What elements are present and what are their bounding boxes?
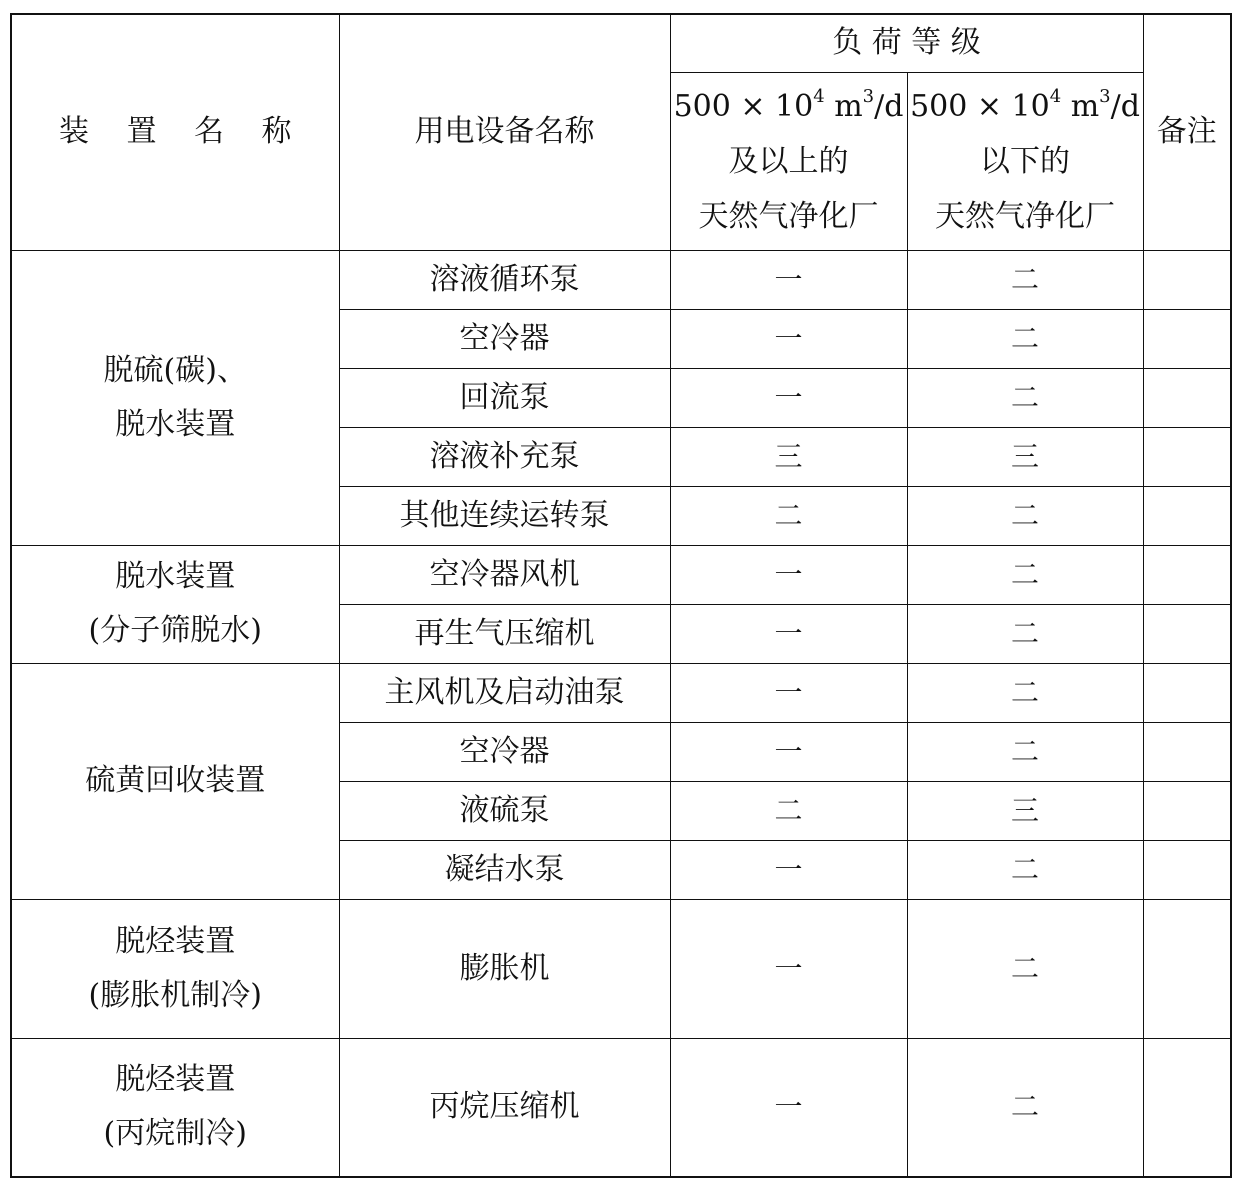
capacity-base: 500 × 10	[673, 88, 814, 124]
table-row	[11, 899, 1231, 1038]
small-plant-qualifier: 以下的	[980, 143, 1070, 179]
large-grade-cell: 二	[670, 486, 907, 545]
equipment-name-header	[339, 14, 670, 250]
small-grade-cell: 二	[907, 486, 1143, 545]
remark-cell	[1143, 781, 1231, 840]
equipment-cell: 再生气压缩机	[339, 604, 670, 663]
equipment-cell: 溶液循环泵	[339, 250, 670, 309]
capacity-unit-exponent: 3	[1099, 85, 1111, 107]
small-grade-cell: 二	[907, 604, 1143, 663]
equipment-cell: 丙烷压缩机	[339, 1038, 670, 1177]
unit-name-cell	[11, 250, 339, 545]
capacity-exponent: 4	[813, 85, 825, 107]
small-grade-cell: 二	[907, 309, 1143, 368]
small-grade-cell: 二	[907, 899, 1143, 1038]
table-row	[11, 250, 1231, 309]
table-row	[11, 1038, 1231, 1177]
unit-name-line: 脱烃装置	[115, 923, 236, 959]
unit-name-line: (分子筛脱水)	[88, 613, 262, 648]
large-plant-capacity	[671, 79, 907, 134]
large-grade-cell: 一	[670, 545, 907, 604]
small-grade-cell: 三	[907, 781, 1143, 840]
small-plant-header	[907, 72, 1143, 250]
large-grade-cell: 一	[670, 1038, 907, 1177]
remark-cell	[1143, 486, 1231, 545]
header-row-1	[11, 14, 1231, 72]
equipment-cell: 溶液补充泵	[339, 427, 670, 486]
large-grade-cell: 三	[670, 427, 907, 486]
small-plant-label: 天然气净化厂	[935, 198, 1115, 234]
small-grade-cell: 二	[907, 368, 1143, 427]
large-grade-cell: 一	[670, 840, 907, 899]
capacity-per-day: /d	[874, 88, 904, 124]
equipment-cell: 液硫泵	[339, 781, 670, 840]
unit-name-cell	[11, 663, 339, 899]
unit-name-cell	[11, 899, 339, 1038]
small-grade-cell: 二	[907, 663, 1143, 722]
small-grade-cell: 三	[907, 427, 1143, 486]
equipment-name-header-text: 用电设备名称	[414, 114, 595, 150]
large-grade-cell: 一	[670, 250, 907, 309]
capacity-exponent: 4	[1049, 85, 1062, 107]
unit-name-line: (膨胀机制冷)	[88, 977, 262, 1013]
remark-cell	[1143, 840, 1231, 899]
large-plant-qualifier: 及以上的	[728, 143, 849, 179]
remark-cell	[1143, 545, 1231, 604]
equipment-cell: 凝结水泵	[339, 840, 670, 899]
capacity-per-day: /d	[1110, 88, 1140, 124]
large-grade-cell: 一	[670, 604, 907, 663]
equipment-cell: 空冷器风机	[339, 545, 670, 604]
large-grade-cell: 二	[670, 781, 907, 840]
unit-name-cell	[11, 545, 339, 663]
load-grade-header	[670, 14, 1143, 72]
small-grade-cell: 二	[907, 250, 1143, 309]
table-row	[11, 663, 1231, 722]
large-grade-cell: 一	[670, 722, 907, 781]
remark-cell	[1143, 368, 1231, 427]
unit-name-line: 脱烃装置	[115, 1062, 236, 1098]
remark-cell	[1143, 309, 1231, 368]
unit-name-line: 脱水装置	[115, 559, 236, 594]
unit-name-header-text: 装 置 名 称	[58, 114, 306, 150]
remark-cell	[1143, 427, 1231, 486]
unit-name-line: 硫黄回收装置	[85, 763, 266, 798]
capacity-unit-exponent: 3	[862, 85, 875, 107]
small-grade-cell: 二	[907, 722, 1143, 781]
remark-header	[1143, 14, 1231, 250]
large-grade-cell: 一	[670, 309, 907, 368]
large-grade-cell: 一	[670, 663, 907, 722]
remark-header-text: 备注	[1156, 114, 1217, 150]
unit-name-line: (丙烷制冷)	[103, 1116, 247, 1152]
small-plant-capacity	[908, 79, 1143, 134]
small-grade-cell: 二	[907, 1038, 1143, 1177]
unit-name-cell	[11, 1038, 339, 1177]
remark-cell	[1143, 1038, 1231, 1177]
equipment-cell: 空冷器	[339, 309, 670, 368]
equipment-cell: 主风机及启动油泵	[339, 663, 670, 722]
large-grade-cell: 一	[670, 368, 907, 427]
capacity-unit: m	[1061, 88, 1100, 124]
load-grade-header-text: 负 荷 等 级	[832, 25, 981, 61]
small-grade-cell: 二	[907, 840, 1143, 899]
capacity-base: 500 × 10	[910, 88, 1050, 124]
load-grade-table	[10, 13, 1232, 1178]
remark-cell	[1143, 250, 1231, 309]
unit-name-header	[11, 14, 339, 250]
small-grade-cell: 二	[907, 545, 1143, 604]
equipment-cell: 膨胀机	[339, 899, 670, 1038]
table-row	[11, 545, 1231, 604]
remark-cell	[1143, 604, 1231, 663]
large-plant-label: 天然气净化厂	[698, 198, 879, 234]
remark-cell	[1143, 899, 1231, 1038]
remark-cell	[1143, 663, 1231, 722]
unit-name-line: 脱硫(碳)、	[103, 352, 247, 388]
large-plant-header	[670, 72, 907, 250]
equipment-cell: 回流泵	[339, 368, 670, 427]
equipment-cell: 其他连续运转泵	[339, 486, 670, 545]
remark-cell	[1143, 722, 1231, 781]
unit-name-line: 脱水装置	[115, 406, 236, 442]
capacity-unit: m	[824, 88, 863, 124]
large-grade-cell: 一	[670, 899, 907, 1038]
equipment-cell: 空冷器	[339, 722, 670, 781]
